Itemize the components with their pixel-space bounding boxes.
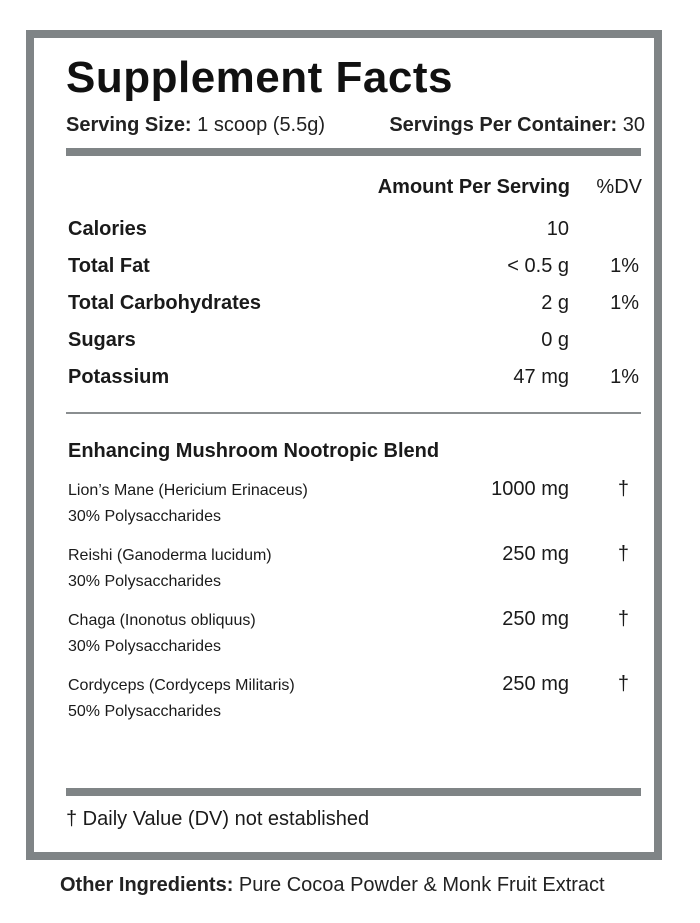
nutrient-row bbox=[66, 218, 641, 248]
ingredient-row bbox=[66, 478, 641, 534]
serving-size-label: Serving Size: bbox=[66, 114, 192, 136]
bottom-divider bbox=[66, 788, 641, 796]
nutrient-label: Sugars bbox=[68, 329, 136, 351]
section-divider bbox=[66, 412, 641, 414]
nutrient-dv: 1% bbox=[610, 292, 639, 314]
ingredient-name: Lion’s Mane (Hericium Erinaceus) bbox=[68, 482, 308, 499]
servings-per-label: Servings Per Container: bbox=[389, 114, 618, 136]
servings-per-container bbox=[389, 114, 645, 137]
nutrient-row bbox=[66, 292, 641, 322]
servings-per-value: 30 bbox=[622, 114, 645, 136]
serving-size-value: 1 scoop (5.5g) bbox=[197, 114, 326, 136]
nutrient-amount: 47 mg bbox=[513, 366, 569, 388]
nutrient-label: Total Fat bbox=[68, 255, 150, 277]
nutrient-amount: < 0.5 g bbox=[507, 255, 569, 277]
other-ingredients-value: Pure Cocoa Powder & Monk Fruit Extract bbox=[238, 874, 605, 896]
panel-title: Supplement Facts bbox=[66, 53, 453, 102]
ingredient-row bbox=[66, 543, 641, 599]
ingredient-row bbox=[66, 608, 641, 664]
ingredient-row bbox=[66, 673, 641, 729]
blend-title: Enhancing Mushroom Nootropic Blend bbox=[68, 440, 440, 462]
ingredient-dv: † bbox=[617, 673, 629, 695]
ingredient-potency: 30% Polysaccharides bbox=[68, 638, 221, 655]
nutrient-label: Total Carbohydrates bbox=[68, 292, 261, 314]
dv-footnote: † Daily Value (DV) not established bbox=[66, 808, 370, 830]
nutrient-label: Potassium bbox=[68, 366, 170, 388]
nutrient-amount: 0 g bbox=[541, 329, 569, 351]
ingredient-amount: 1000 mg bbox=[491, 478, 569, 500]
ingredient-amount: 250 mg bbox=[502, 543, 569, 565]
nutrient-dv: 1% bbox=[610, 366, 639, 388]
ingredient-potency: 30% Polysaccharides bbox=[68, 573, 221, 590]
other-ingredients-label: Other Ingredients: bbox=[60, 874, 234, 896]
other-ingredients bbox=[60, 874, 605, 897]
nutrient-row bbox=[66, 255, 641, 285]
nutrient-amount: 10 bbox=[546, 218, 569, 240]
nutrient-row bbox=[66, 366, 641, 396]
ingredient-dv: † bbox=[617, 543, 629, 565]
ingredient-name: Chaga (Inonotus obliquus) bbox=[68, 612, 256, 629]
amount-column-header: Amount Per Serving bbox=[377, 176, 570, 198]
ingredient-dv: † bbox=[617, 608, 629, 630]
nutrient-label: Calories bbox=[68, 218, 147, 240]
ingredient-name: Cordyceps (Cordyceps Militaris) bbox=[68, 677, 295, 694]
supplement-facts-panel bbox=[26, 30, 662, 860]
ingredient-name: Reishi (Ganoderma lucidum) bbox=[68, 547, 272, 564]
top-divider bbox=[66, 148, 641, 156]
ingredient-dv: † bbox=[617, 478, 629, 500]
nutrient-row bbox=[66, 329, 641, 359]
nutrient-amount: 2 g bbox=[541, 292, 569, 314]
nutrient-dv: 1% bbox=[610, 255, 639, 277]
ingredient-amount: 250 mg bbox=[502, 608, 569, 630]
dv-column-header: %DV bbox=[596, 176, 642, 198]
ingredient-potency: 50% Polysaccharides bbox=[68, 703, 221, 720]
serving-size bbox=[66, 114, 325, 137]
ingredient-amount: 250 mg bbox=[502, 673, 569, 695]
ingredient-potency: 30% Polysaccharides bbox=[68, 508, 221, 525]
